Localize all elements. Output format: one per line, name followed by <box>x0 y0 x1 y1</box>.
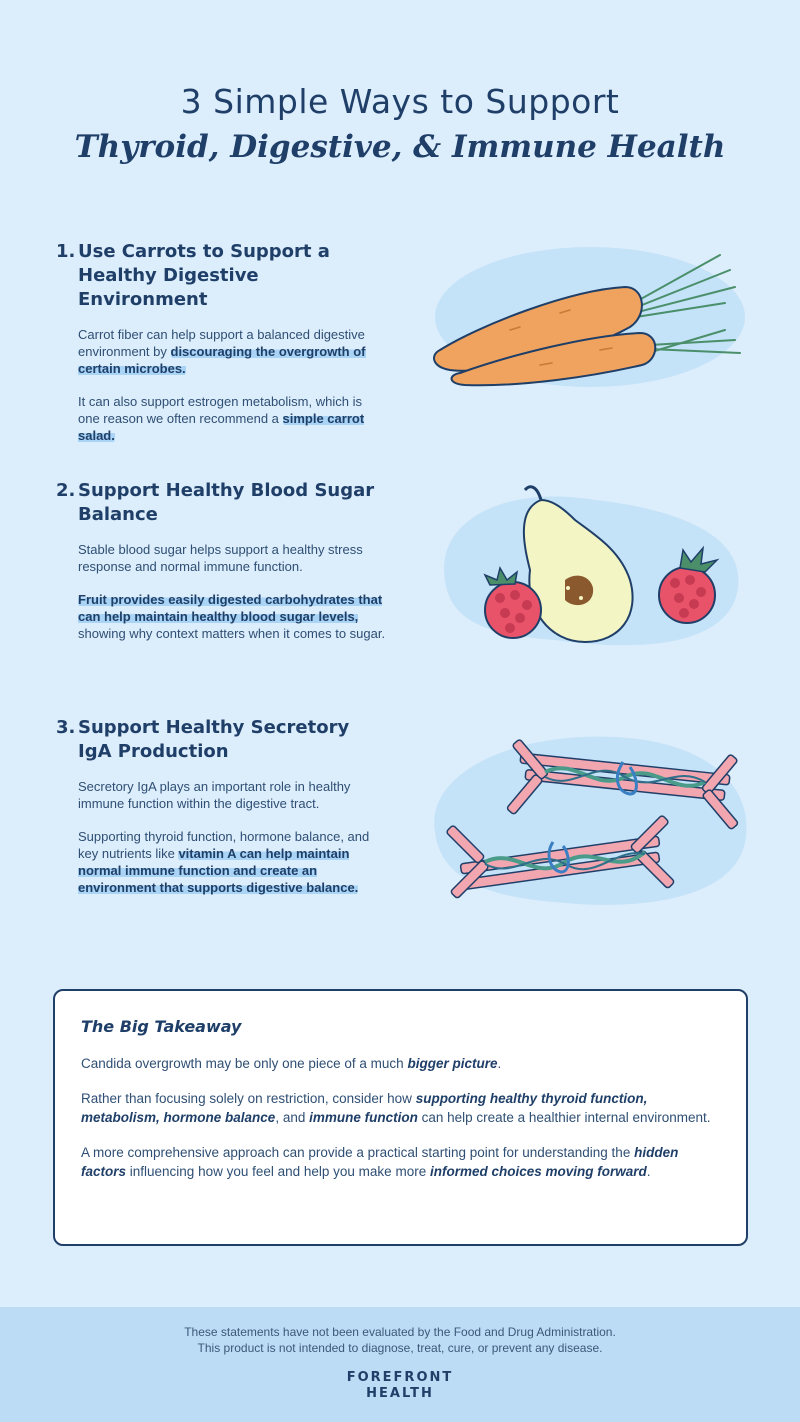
highlighted-text: vitamin A can help maintain normal immune function and create an environment that supports digestive balance. <box>78 846 359 895</box>
section-number: 2. <box>56 480 76 501</box>
infographic-title <box>0 82 800 165</box>
section-paragraph: Secretory IgA plays an important role in healthy immune function within the digestive tract. <box>78 779 351 811</box>
section-paragraph <box>78 591 386 642</box>
disclaimer <box>0 1324 800 1356</box>
takeaway-paragraph <box>81 1089 720 1127</box>
emphasis-text: informed choices moving forward <box>429 1164 647 1179</box>
takeaway-title: The Big Takeaway <box>81 1017 242 1036</box>
paragraph-text: showing why context matters when it comes to sugar. <box>78 626 386 641</box>
paragraph-text: It can also support estrogen metabolism, which is one reason we often recommend a <box>78 394 362 426</box>
section-paragraph <box>78 828 386 896</box>
pear-raspberries-icon <box>425 480 765 655</box>
section-title: Support Healthy Secretory IgA Production <box>78 717 350 762</box>
section-secretory-iga <box>56 716 386 896</box>
section-body <box>56 778 386 896</box>
section-heading <box>56 716 386 764</box>
disclaimer-line: This product is not intended to diagnose, treat, cure, or prevent any disease. <box>197 1341 603 1355</box>
carrots-icon <box>420 235 760 405</box>
paragraph-text: can help create a healthier internal environment. <box>417 1110 711 1125</box>
section-number: 3. <box>56 717 76 738</box>
paragraph-text: A more comprehensive approach can provide a practical starting point for understanding the <box>81 1145 635 1160</box>
brand-line: HEALTH <box>366 1386 434 1401</box>
brand-logo <box>0 1370 800 1402</box>
paragraph-text: , and <box>275 1110 310 1125</box>
section-paragraph <box>78 393 386 444</box>
title-line-1: 3 Simple Ways to Support <box>180 82 620 121</box>
emphasis-text: immune function <box>309 1110 418 1125</box>
highlighted-text: Fruit provides easily digested carbohydrates that can help maintain healthy blood sugar levels, <box>78 592 383 624</box>
title-line-2: Thyroid, Digestive, & Immune Health <box>74 129 726 165</box>
section-title: Support Healthy Blood Sugar Balance <box>78 480 375 525</box>
paragraph-text: . <box>646 1164 651 1179</box>
section-heading <box>56 240 386 312</box>
takeaway-paragraph <box>81 1054 720 1073</box>
section-title: Use Carrots to Support a Healthy Digestive Environment <box>78 241 330 310</box>
paragraph-text: Supporting thyroid function, hormone balance, and key nutrients like <box>78 829 370 861</box>
footer <box>0 1307 800 1422</box>
emphasis-text: hidden factors <box>81 1145 679 1179</box>
section-paragraph <box>78 326 386 377</box>
paragraph-text: . <box>497 1056 502 1071</box>
section-paragraph: Stable blood sugar helps support a healthy stress response and normal immune function. <box>78 542 363 574</box>
paragraph-text: Rather than focusing solely on restriction, consider how <box>81 1091 416 1106</box>
emphasis-text: bigger picture <box>407 1056 498 1071</box>
brand-line: FOREFRONT <box>346 1370 454 1385</box>
section-blood-sugar <box>56 479 386 642</box>
section-carrots <box>56 240 386 444</box>
highlighted-text: simple carrot salad. <box>78 411 365 443</box>
paragraph-text: Carrot fiber can help support a balanced digestive environment by <box>78 327 365 359</box>
section-number: 1. <box>56 241 76 262</box>
paragraph-text: influencing how you feel and help you make more <box>126 1164 430 1179</box>
section-body <box>56 326 386 444</box>
antibody-icon <box>425 722 765 917</box>
section-heading <box>56 479 386 527</box>
disclaimer-line: These statements have not been evaluated by the Food and Drug Administration. <box>184 1325 616 1339</box>
highlighted-text: discouraging the overgrowth of certain microbes. <box>78 344 366 376</box>
takeaway-paragraph <box>81 1143 720 1181</box>
paragraph-text: Candida overgrowth may be only one piece of a much <box>81 1056 408 1071</box>
emphasis-text: supporting healthy thyroid function, metabolism, hormone balance <box>81 1091 648 1125</box>
section-body <box>56 541 386 642</box>
takeaway-box <box>53 989 748 1246</box>
